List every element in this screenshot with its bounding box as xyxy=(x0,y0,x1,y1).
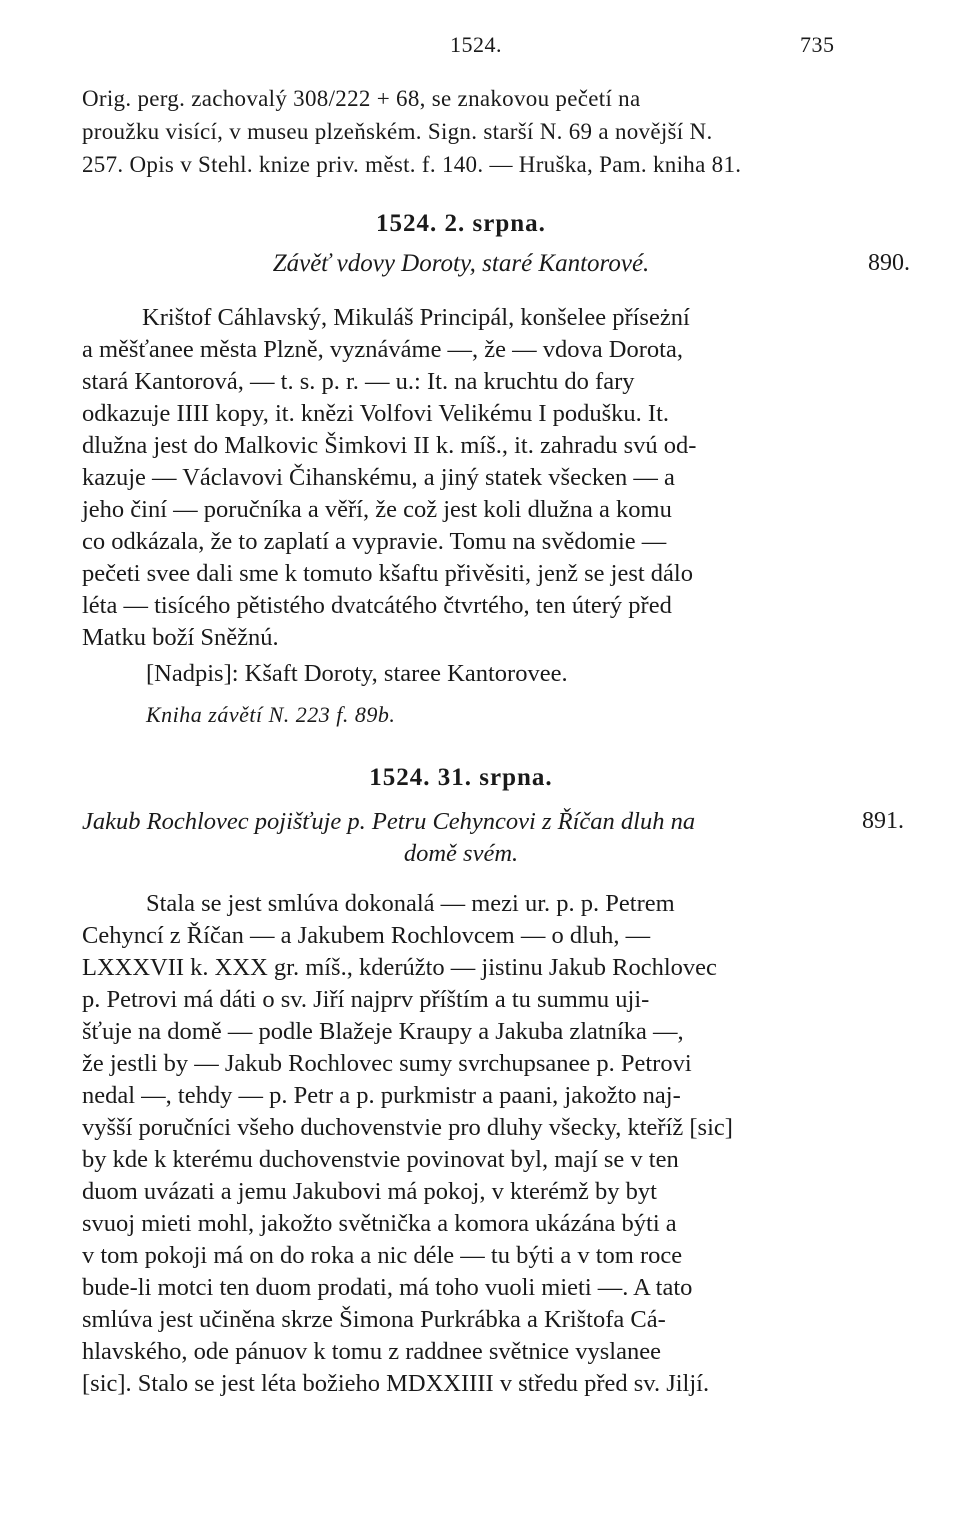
doc891-line-1: Stala se jest smlúva dokonalá — mezi ur. p. p. Petrem xyxy=(146,890,675,917)
doc890-line-6: kazuje — Václavovi Čihanskému, a jiný statek všecken — a xyxy=(82,464,675,491)
running-header-year: 1524. xyxy=(450,32,502,57)
doc891-line-8: vyšší poručníci všeho duchovenstvie pro dluhy všecky, kteříž [sic] xyxy=(82,1114,733,1141)
doc890-line-9: pečeti svee dali sme k tomuto kšaftu přivěsiti, jenž se jest dálo xyxy=(82,560,693,587)
doc891-line-7: nedal —, tehdy — p. Petr a p. purkmistr a paani, jakožto naj- xyxy=(82,1082,681,1109)
doc891-line-10: duom uvázati a jemu Jakubovi má pokoj, v kterémž by byt xyxy=(82,1178,657,1205)
doc891-line-6: že jestli by — Jakub Rochlovec sumy svrchupsanee p. Petrovi xyxy=(82,1050,692,1077)
doc891-line-14: smlúva jest učiněna skrze Šimona Purkrábka a Krištofa Cá- xyxy=(82,1306,666,1333)
doc890-line-7: jeho činí — poručníka a věří, že což jest koli dlužna a komu xyxy=(82,496,672,523)
doc890-line-5: dlužna jest do Malkovic Šimkovi II k. míš., it. zahradu svú od- xyxy=(82,432,697,459)
doc890-line-2: a měšťanee města Plzně, vyznáváme —, že — vdova Dorota, xyxy=(82,336,683,363)
doc891-line-15: hlavského, ode pánuov k tomu z raddnee světnice vyslanee xyxy=(82,1338,661,1365)
doc890-line-10: léta — tisícého pětistého dvatcátého čtvrtého, ten úterý před xyxy=(82,592,672,619)
intro-line-3: 257. Opis v Stehl. knize priv. měst. f. 140. — Hruška, Pam. kniha 81. xyxy=(82,152,742,177)
intro-line-1: Orig. perg. zachovalý 308/222 + 68, se znakovou pečetí na xyxy=(82,86,641,111)
intro-line-2: proužku visící, v museu plzeňském. Sign. starší N. 69 a novější N. xyxy=(82,119,713,144)
doc891-date: 1524. 31. srpna. xyxy=(369,764,553,791)
doc890-title: Závěť vdovy Doroty, staré Kantorové. xyxy=(272,250,650,277)
doc891-line-4: p. Petrovi má dáti o sv. Jiří najprv příštím a tu summu uji- xyxy=(82,986,650,1013)
doc890-line-11: Matku boží Sněžnú. xyxy=(82,624,279,651)
doc891-line-16: [sic]. Stalo se jest léta božieho MDXXIIII v středu před sv. Jiljí. xyxy=(82,1370,710,1397)
doc891-line-3: LXXXVII k. XXX gr. míš., kderúžto — jistinu Jakub Rochlovec xyxy=(82,954,717,981)
page-number: 735 xyxy=(800,32,835,57)
doc891-line-9: by kde k kterému duchovenstvie povinovat byl, mají se v ten xyxy=(82,1146,679,1173)
doc890-date: 1524. 2. srpna. xyxy=(376,210,546,237)
doc891-line-13: bude-li motci ten duom prodati, má toho vuoli mieti —. A tato xyxy=(82,1274,693,1301)
doc890-line-1: Krištof Cáhlavský, Mikuláš Principál, konšelee příseżní xyxy=(142,304,690,331)
doc890-inscription: [Nadpis]: Kšaft Doroty, staree Kantorovee. xyxy=(146,660,568,687)
doc890-number: 890. xyxy=(868,250,910,276)
doc891-number: 891. xyxy=(862,808,904,834)
doc891-title-line-1: Jakub Rochlovec pojišťuje p. Petru Cehyncovi z Říčan dluh na xyxy=(82,808,696,835)
doc891-line-5: šťuje na domě — podle Blažeje Kraupy a Jakuba zlatníka —, xyxy=(82,1018,684,1045)
doc890-line-8: co odkázala, že to zaplatí a vypravie. Tomu na svědomie — xyxy=(82,528,667,555)
doc891-line-2: Cehyncí z Říčan — a Jakubem Rochlovcem — o dluh, — xyxy=(82,922,651,949)
doc891-title-line-2: domě svém. xyxy=(403,840,519,867)
doc890-source: Kniha závětí N. 223 f. 89b. xyxy=(146,702,396,727)
doc890-line-4: odkazuje IIII kopy, it. knězi Volfovi Velikému I podušku. It. xyxy=(82,400,669,427)
doc890-line-3: stará Kantorová, — t. s. p. r. — u.: It. na kruchtu do fary xyxy=(82,368,635,395)
doc891-line-11: svuoj mieti mohl, jakožto světnička a komora ukázána býti a xyxy=(82,1210,677,1237)
doc891-line-12: v tom pokoji má on do roka a nic déle — tu býti a v tom roce xyxy=(82,1242,683,1269)
